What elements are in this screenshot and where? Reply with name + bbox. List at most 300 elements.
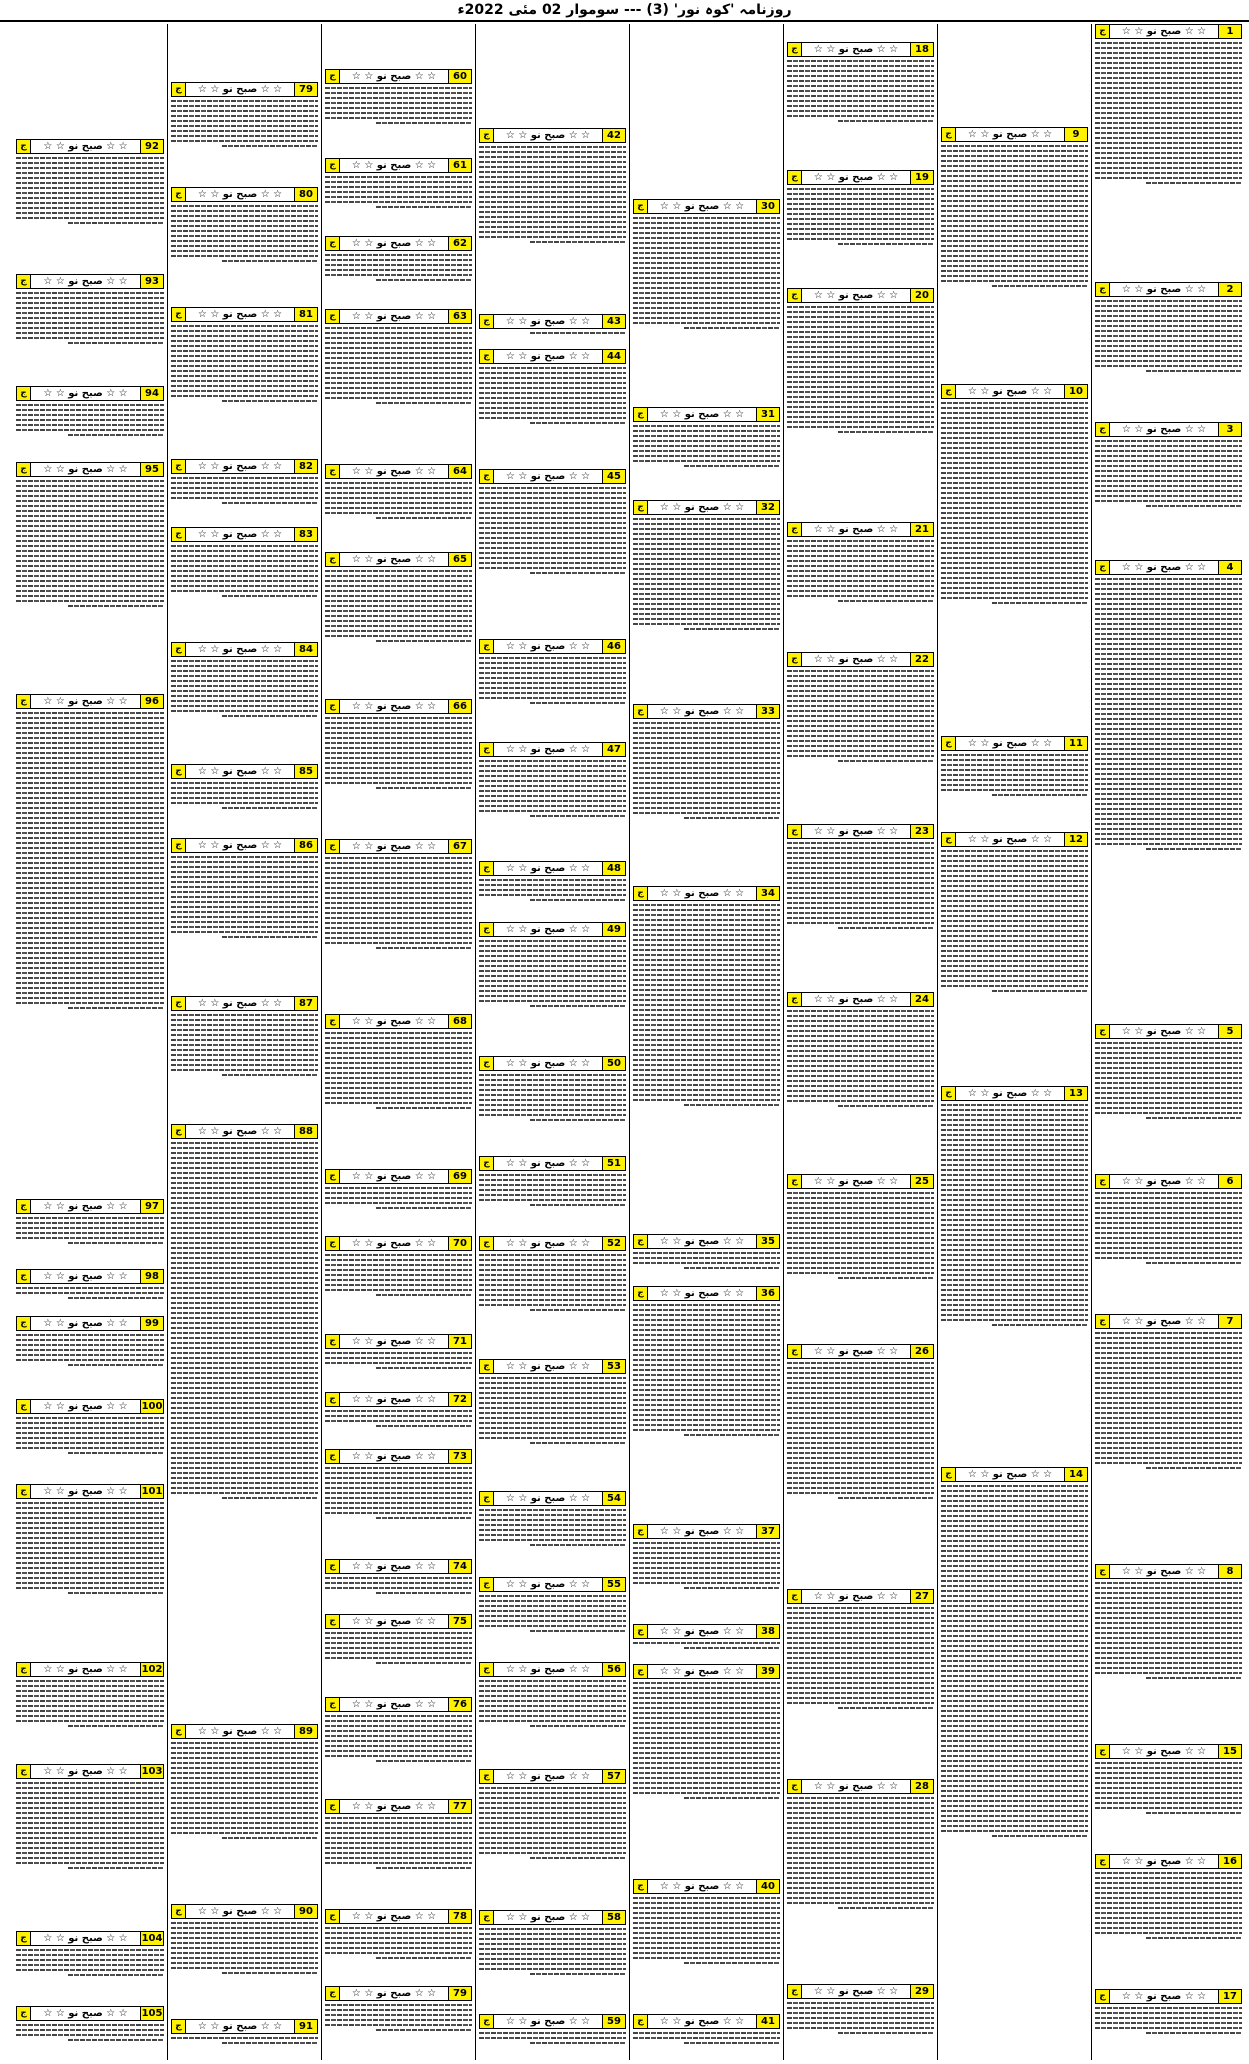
ad-number: 105 [141,2008,163,2019]
ad-body-text [16,157,164,224]
ad-block [325,1169,472,1234]
ad-header-label: ☆ ☆ صبح نو ☆ ☆ [505,1493,591,1504]
ad-header [1095,1174,1242,1189]
ad-body-text [325,87,472,124]
ad-body-text [479,2032,626,2044]
paper-logo-icon: ج [326,1237,340,1250]
ad-body-text [633,2032,780,2044]
ad-header-label: ☆ ☆ صبح نو ☆ ☆ [659,1626,745,1637]
paper-logo-icon: ج [1096,1175,1110,1188]
ad-block [171,1724,318,1902]
paper-logo-icon: ج [326,1910,340,1923]
ad-number: 27 [910,1590,933,1603]
ad-header-label: ☆ ☆ صبح نو ☆ ☆ [351,554,437,565]
ad-header [325,236,472,251]
ad-number: 96 [140,695,163,708]
ad-number: 55 [602,1578,625,1591]
ad-header [787,1344,934,1359]
ad-block [941,1467,1088,2058]
ad-header [479,1236,626,1251]
ad-body-text [479,657,626,704]
ad-header [633,1879,780,1894]
ad-body-text [325,570,472,642]
ad-header-label: ☆ ☆ صبح نو ☆ ☆ [197,189,283,200]
ad-header [479,349,626,364]
ad-body-text [325,717,472,789]
ad-header-label: ☆ ☆ صبح نو ☆ ☆ [197,1906,283,1917]
ad-header-label: ☆ ☆ صبح نو ☆ ☆ [1121,1856,1207,1867]
ad-header [479,1156,626,1171]
ad-header-label: ☆ ☆ صبح نو ☆ ☆ [505,1058,591,1069]
ad-header-label: ☆ ☆ صبح نو ☆ ☆ [967,386,1053,397]
ad-block [633,704,780,884]
ad-header [325,158,472,173]
ad-header-label: ☆ ☆ صبح نو ☆ ☆ [813,1346,899,1357]
ad-block [479,1662,626,1767]
column [937,24,1091,2060]
ad-body-text [633,1252,780,1269]
ad-header [633,1234,780,1249]
ad-block [325,1986,472,2058]
ad-header [941,1467,1088,1482]
ad-header [325,1449,472,1464]
paper-logo-icon: ج [17,275,31,288]
paper-logo-icon: ج [1096,1565,1110,1578]
ad-header-label: ☆ ☆ صبح نو ☆ ☆ [197,644,283,655]
paper-logo-icon: ج [17,1663,31,1676]
ad-header-label: ☆ ☆ صبح نو ☆ ☆ [351,1561,437,1572]
paper-logo-icon: ج [480,1157,494,1170]
ad-block [787,992,934,1172]
paper-logo-icon: ج [1096,1315,1110,1328]
ad-body-text [479,1509,626,1546]
ad-header [1095,282,1242,297]
ad-header-label: ☆ ☆ صبح نو ☆ ☆ [1121,424,1207,435]
ad-header [1095,1024,1242,1039]
ad-header-label: ☆ ☆ صبح نو ☆ ☆ [43,1271,128,1282]
ad-header-label: ☆ ☆ صبح نو ☆ ☆ [43,1401,128,1412]
ad-body-text [787,60,934,122]
ad-header-label: ☆ ☆ صبح نو ☆ ☆ [351,311,437,322]
ad-header [325,1392,472,1407]
ad-header-label: ☆ ☆ صبح نو ☆ ☆ [1121,284,1207,295]
ad-body-text [325,857,472,949]
ad-header-label: ☆ ☆ صبح نو ☆ ☆ [197,766,283,777]
ad-header-label: ☆ ☆ صبح نو ☆ ☆ [43,1664,128,1675]
ad-body-text [941,1485,1088,1837]
ad-header-label: ☆ ☆ صبح نو ☆ ☆ [813,1176,899,1187]
ad-block [16,1484,164,1660]
ad-header-label: ☆ ☆ صبح نو ☆ ☆ [505,1238,591,1249]
ad-block [16,386,164,460]
ad-body-text [1095,1042,1242,1119]
ad-number: 39 [756,1665,779,1678]
ad-number: 78 [448,1910,471,1923]
ad-body-text [16,1287,164,1299]
ad-number: 26 [910,1345,933,1358]
paper-logo-icon: ج [942,385,956,398]
ad-number: 97 [140,1200,163,1213]
ad-number: 73 [448,1450,471,1463]
newspaper-columns [4,24,1245,2060]
paper-logo-icon: ج [326,700,340,713]
ad-number: 71 [448,1335,471,1348]
ad-header-label: ☆ ☆ صبح نو ☆ ☆ [967,1088,1053,1099]
ad-header [16,139,164,154]
ad-body-text [633,1897,780,1964]
ad-number: 14 [1064,1468,1087,1481]
ad-number: 30 [756,200,779,213]
ad-number: 85 [294,765,317,778]
paper-logo-icon: ج [17,695,31,708]
ad-number: 94 [140,387,163,400]
ad-number: 12 [1064,833,1087,846]
ad-block [325,236,472,307]
column [475,24,629,2060]
paper-logo-icon: ج [634,1525,648,1538]
ad-header-label: ☆ ☆ صبح نو ☆ ☆ [813,994,899,1005]
ad-block [479,469,626,637]
paper-logo-icon: ج [17,140,31,153]
paper-logo-icon: ج [1096,561,1110,574]
ad-block [941,736,1088,830]
ad-header [171,1904,318,1919]
paper-logo-icon: ج [788,43,802,56]
ad-block [479,349,626,467]
ad-header-label: ☆ ☆ صبح نو ☆ ☆ [505,471,591,482]
ad-number: 1 [1218,25,1241,38]
ad-body-text [171,545,318,597]
ad-number: 36 [756,1287,779,1300]
ad-header [787,522,934,537]
paper-logo-icon: ج [326,465,340,478]
ad-body-text [941,850,1088,992]
ad-number: 63 [448,310,471,323]
ad-number: 29 [910,1985,933,1998]
ad-number: 21 [910,523,933,536]
ad-header [1095,1314,1242,1329]
paper-logo-icon: ج [326,159,340,172]
ad-header [325,1799,472,1814]
ad-header-label: ☆ ☆ صبح نو ☆ ☆ [813,290,899,301]
ad-header-label: ☆ ☆ صبح نو ☆ ☆ [813,172,899,183]
ad-header [633,1286,780,1301]
ad-header [633,1524,780,1539]
paper-logo-icon: ج [326,1800,340,1813]
ad-header [633,886,780,901]
ad-header [1095,1854,1242,1869]
ad-header [171,459,318,474]
ad-header [787,1779,934,1794]
ad-block [16,1199,164,1267]
paper-logo-icon: ج [634,408,648,421]
ad-header-label: ☆ ☆ صبح نو ☆ ☆ [505,1361,591,1372]
ad-number: 19 [910,171,933,184]
ad-header-label: ☆ ☆ صبح نو ☆ ☆ [43,276,128,287]
ad-header [787,288,934,303]
ad-body-text [479,879,626,901]
ad-header-label: ☆ ☆ صبح نو ☆ ☆ [813,1591,899,1602]
ad-header-label: ☆ ☆ صبح نو ☆ ☆ [659,1288,745,1299]
ad-header-label: ☆ ☆ صبح نو ☆ ☆ [659,706,745,717]
ad-number: 15 [1218,1745,1241,1758]
ad-header [16,1269,164,1284]
paper-logo-icon: ج [788,1175,802,1188]
ad-body-text [325,1352,472,1369]
ad-body-text [16,292,164,344]
ad-body-text [479,760,626,817]
ad-number: 6 [1218,1175,1241,1188]
ad-number: 58 [602,1911,625,1924]
paper-logo-icon: ج [17,1317,31,1330]
ad-body-text [325,1467,472,1519]
ad-header [16,274,164,289]
ad-number: 79 [294,83,317,96]
ad-header-label: ☆ ☆ صبح نو ☆ ☆ [43,1318,128,1329]
masthead [0,0,1249,22]
ad-block [633,1524,780,1622]
ad-header-label: ☆ ☆ صبح نو ☆ ☆ [351,71,437,82]
ad-header [325,839,472,854]
ad-number: 16 [1218,1855,1241,1868]
ad-block [479,922,626,1054]
ad-block [787,652,934,822]
ad-header-label: ☆ ☆ صبح نو ☆ ☆ [813,44,899,55]
ad-block [16,694,164,1197]
ad-body-text [787,540,934,602]
ad-number: 31 [756,408,779,421]
ad-number: 11 [1064,737,1087,750]
ad-header-label: ☆ ☆ صبح نو ☆ ☆ [351,238,437,249]
paper-logo-icon: ج [326,70,340,83]
paper-logo-icon: ج [1096,25,1110,38]
ad-body-text [325,482,472,519]
ad-number: 20 [910,289,933,302]
ad-block [325,1334,472,1390]
ad-header [171,838,318,853]
ad-header-label: ☆ ☆ صبح نو ☆ ☆ [505,1158,591,1169]
paper-logo-icon: ج [480,743,494,756]
ad-block [171,82,318,185]
ad-block [325,464,472,550]
ad-header-label: ☆ ☆ صبح نو ☆ ☆ [351,701,437,712]
paper-logo-icon: ج [480,350,494,363]
ad-number: 41 [756,2015,779,2028]
ad-block [1095,1314,1242,1562]
paper-logo-icon: ج [326,1393,340,1406]
ad-number: 64 [448,465,471,478]
ad-header [171,1124,318,1139]
paper-logo-icon: ج [326,1170,340,1183]
paper-logo-icon: ج [942,1087,956,1100]
ad-header [325,1559,472,1574]
paper-logo-icon: ج [634,1665,648,1678]
ad-header-label: ☆ ☆ صبح نو ☆ ☆ [967,1469,1053,1480]
paper-logo-icon: ج [17,1485,31,1498]
ad-body-text [325,1410,472,1427]
paper-logo-icon: ج [172,1125,186,1138]
ad-header [479,742,626,757]
ad-number: 53 [602,1360,625,1373]
ad-block [787,1779,934,1982]
paper-logo-icon: ج [17,1932,31,1945]
ad-block [1095,282,1242,420]
ad-header-label: ☆ ☆ صبح نو ☆ ☆ [351,1336,437,1347]
ad-body-text [325,176,472,208]
ad-header [325,1014,472,1029]
paper-logo-icon: ج [17,463,31,476]
ad-body-text [787,842,934,929]
ad-block [171,2019,318,2058]
ad-header-label: ☆ ☆ صبح نو ☆ ☆ [813,524,899,535]
ad-number: 37 [756,1525,779,1538]
ad-header-label: ☆ ☆ صبح نو ☆ ☆ [43,1766,128,1777]
ad-header [1095,422,1242,437]
ad-header-label: ☆ ☆ صبح نو ☆ ☆ [43,2008,128,2019]
ad-header-label: ☆ ☆ صبح نو ☆ ☆ [505,1912,591,1923]
ad-header [1095,1989,1242,2004]
ad-number: 57 [602,1770,625,1783]
ad-number: 72 [448,1393,471,1406]
ad-header-label: ☆ ☆ صبح نو ☆ ☆ [505,863,591,874]
ad-number: 104 [141,1933,163,1944]
paper-logo-icon: ج [480,1492,494,1505]
paper-logo-icon: ج [480,640,494,653]
paper-logo-icon: ج [788,993,802,1006]
ad-block [325,1697,472,1797]
ad-body-text [633,904,780,1106]
ad-header [479,2014,626,2029]
ad-body-text [325,1715,472,1762]
ad-body-text [325,1187,472,1209]
paper-logo-icon: ج [634,1287,648,1300]
ad-header-label: ☆ ☆ صبح نو ☆ ☆ [967,834,1053,845]
ad-block [479,1491,626,1575]
ad-header-label: ☆ ☆ صبح نو ☆ ☆ [1121,1026,1207,1037]
ad-header [16,386,164,401]
ad-header-label: ☆ ☆ صبح نو ☆ ☆ [351,1238,437,1249]
ad-number: 99 [140,1317,163,1330]
ad-number: 74 [448,1560,471,1573]
ad-header-label: ☆ ☆ صبح نو ☆ ☆ [967,129,1053,140]
ad-number: 7 [1218,1315,1241,1328]
ad-block [325,1236,472,1332]
paper-logo-icon: ج [942,128,956,141]
ad-body-text [787,188,934,245]
ad-header [325,1614,472,1629]
ad-number: 90 [294,1905,317,1918]
ad-header-label: ☆ ☆ صبح نو ☆ ☆ [1121,26,1207,37]
paper-logo-icon: ج [1096,1990,1110,2003]
ad-number: 75 [448,1615,471,1628]
ad-block [171,187,318,305]
ad-header [787,1984,934,1999]
ad-number: 32 [756,501,779,514]
ad-header-label: ☆ ☆ صبح نو ☆ ☆ [813,1781,899,1792]
ad-block [1095,24,1242,280]
paper-logo-icon: ج [942,833,956,846]
ad-header [941,1086,1088,1101]
paper-logo-icon: ج [172,83,186,96]
ad-header [787,1589,934,1604]
column [783,24,937,2060]
ad-body-text [16,1417,164,1454]
ad-number: 23 [910,825,933,838]
ad-block [171,307,318,457]
ad-number: 2 [1218,283,1241,296]
ad-header [633,2014,780,2029]
ad-number: 103 [141,1766,163,1777]
ad-header [171,642,318,657]
ad-header [325,1909,472,1924]
ad-body-text [171,100,318,147]
ad-number: 47 [602,743,625,756]
ad-number: 59 [602,2015,625,2028]
ad-block [325,1614,472,1695]
ad-header-label: ☆ ☆ صبح نو ☆ ☆ [1121,562,1207,573]
ad-header-label: ☆ ☆ صبح نو ☆ ☆ [659,1881,745,1892]
ad-header [941,384,1088,399]
ad-header [171,1724,318,1739]
ad-block [171,527,318,640]
paper-logo-icon: ج [1096,1025,1110,1038]
ad-block [941,1086,1088,1465]
ad-block [787,1589,934,1777]
ad-number: 51 [602,1157,625,1170]
ad-header [16,1662,164,1677]
paper-logo-icon: ج [634,1235,648,1248]
ad-block [171,838,318,994]
ad-header [633,500,780,515]
ad-body-text [16,1502,164,1594]
ad-body-text [787,1192,934,1279]
ad-block [325,1909,472,1984]
ad-header [171,527,318,542]
ad-header-label: ☆ ☆ صبح نو ☆ ☆ [351,466,437,477]
ad-header-label: ☆ ☆ صبح نو ☆ ☆ [43,141,128,152]
ad-number: 46 [602,640,625,653]
ad-header [787,824,934,839]
ad-block [16,2006,164,2058]
ad-body-text [16,2024,164,2041]
ad-number: 49 [602,923,625,936]
ad-block [479,639,626,740]
ad-number: 82 [294,460,317,473]
ad-block [787,42,934,168]
ad-number: 92 [140,140,163,153]
ad-number: 25 [910,1175,933,1188]
ad-block [941,832,1088,1084]
ad-body-text [1095,300,1242,372]
ad-block [171,1124,318,1722]
ad-block [325,1014,472,1167]
column [13,24,167,2060]
ad-number: 10 [1064,385,1087,398]
ad-header [479,922,626,937]
ad-body-text [16,1949,164,1976]
paper-logo-icon: ج [480,2015,494,2028]
ad-header-label: ☆ ☆ صبح نو ☆ ☆ [43,464,128,475]
ad-header-label: ☆ ☆ صبح نو ☆ ☆ [43,696,128,707]
ad-header-label: ☆ ☆ صبح نو ☆ ☆ [351,1171,437,1182]
ad-block [325,309,472,462]
ad-body-text [171,1742,318,1839]
ad-block [941,384,1088,734]
ad-header-label: ☆ ☆ صبح نو ☆ ☆ [1121,1566,1207,1577]
column [321,24,475,2060]
ad-header [479,128,626,143]
paper-logo-icon: ج [788,1780,802,1793]
